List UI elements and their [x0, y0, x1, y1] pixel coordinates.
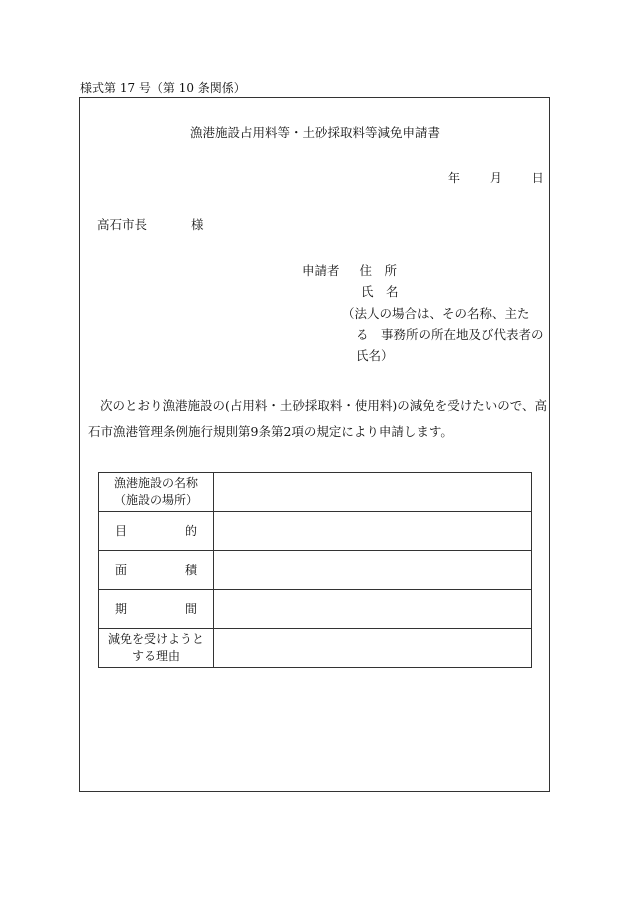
purpose-label: 目的	[99, 512, 214, 551]
facility-name-field[interactable]	[214, 473, 532, 512]
reason-label-line: 減免を受けようと	[107, 632, 204, 646]
facility-name-label	[99, 473, 214, 512]
application-details-table	[98, 472, 532, 668]
applicant-label: 申請者	[302, 263, 340, 278]
corporation-note	[342, 303, 552, 366]
date-month: 月	[489, 171, 502, 185]
table-row	[99, 512, 532, 551]
table-row	[99, 590, 532, 629]
corporation-note-line: （法人の場合は、その名称、主た	[342, 306, 530, 321]
purpose-field[interactable]	[214, 512, 532, 551]
form-number-label: 様式第 17 号（第 10 条関係）	[80, 81, 246, 95]
applicant-line	[302, 261, 397, 279]
period-label: 期間	[99, 590, 214, 629]
application-statement	[88, 393, 548, 445]
name-label: 氏 名	[361, 284, 399, 299]
addressee-name: 高石市長	[97, 217, 148, 232]
addressee-line	[97, 215, 204, 233]
reason-field[interactable]	[214, 629, 532, 668]
period-field[interactable]	[214, 590, 532, 629]
table-row	[99, 473, 532, 512]
area-label: 面積	[99, 551, 214, 590]
corporation-note-line: 氏名）	[356, 348, 394, 363]
corporation-note-line: る 事務所の所在地及び代表者の	[356, 327, 544, 342]
statement-line-2: 石市漁港管理条例施行規則第9条第2項の規定により申請します。	[88, 424, 453, 439]
address-label: 住 所	[359, 263, 398, 278]
table-row	[99, 551, 532, 590]
area-field[interactable]	[214, 551, 532, 590]
reason-label	[99, 629, 214, 668]
statement-line-1: 次のとおり漁港施設の(占用料・土砂採取料・使用料)の減免を受けたいので、高	[100, 398, 548, 413]
form-title: 漁港施設占用料等・土砂採取料等減免申請書	[189, 125, 440, 140]
date-line	[448, 169, 544, 186]
date-day: 日	[531, 171, 544, 185]
reason-label-line: する理由	[131, 649, 180, 663]
date-year: 年	[448, 171, 461, 185]
table-row	[99, 629, 532, 668]
addressee-honorific: 様	[191, 217, 204, 232]
facility-location-label-line: （施設の場所）	[113, 493, 198, 507]
facility-name-label-line: 漁港施設の名称	[113, 476, 198, 490]
